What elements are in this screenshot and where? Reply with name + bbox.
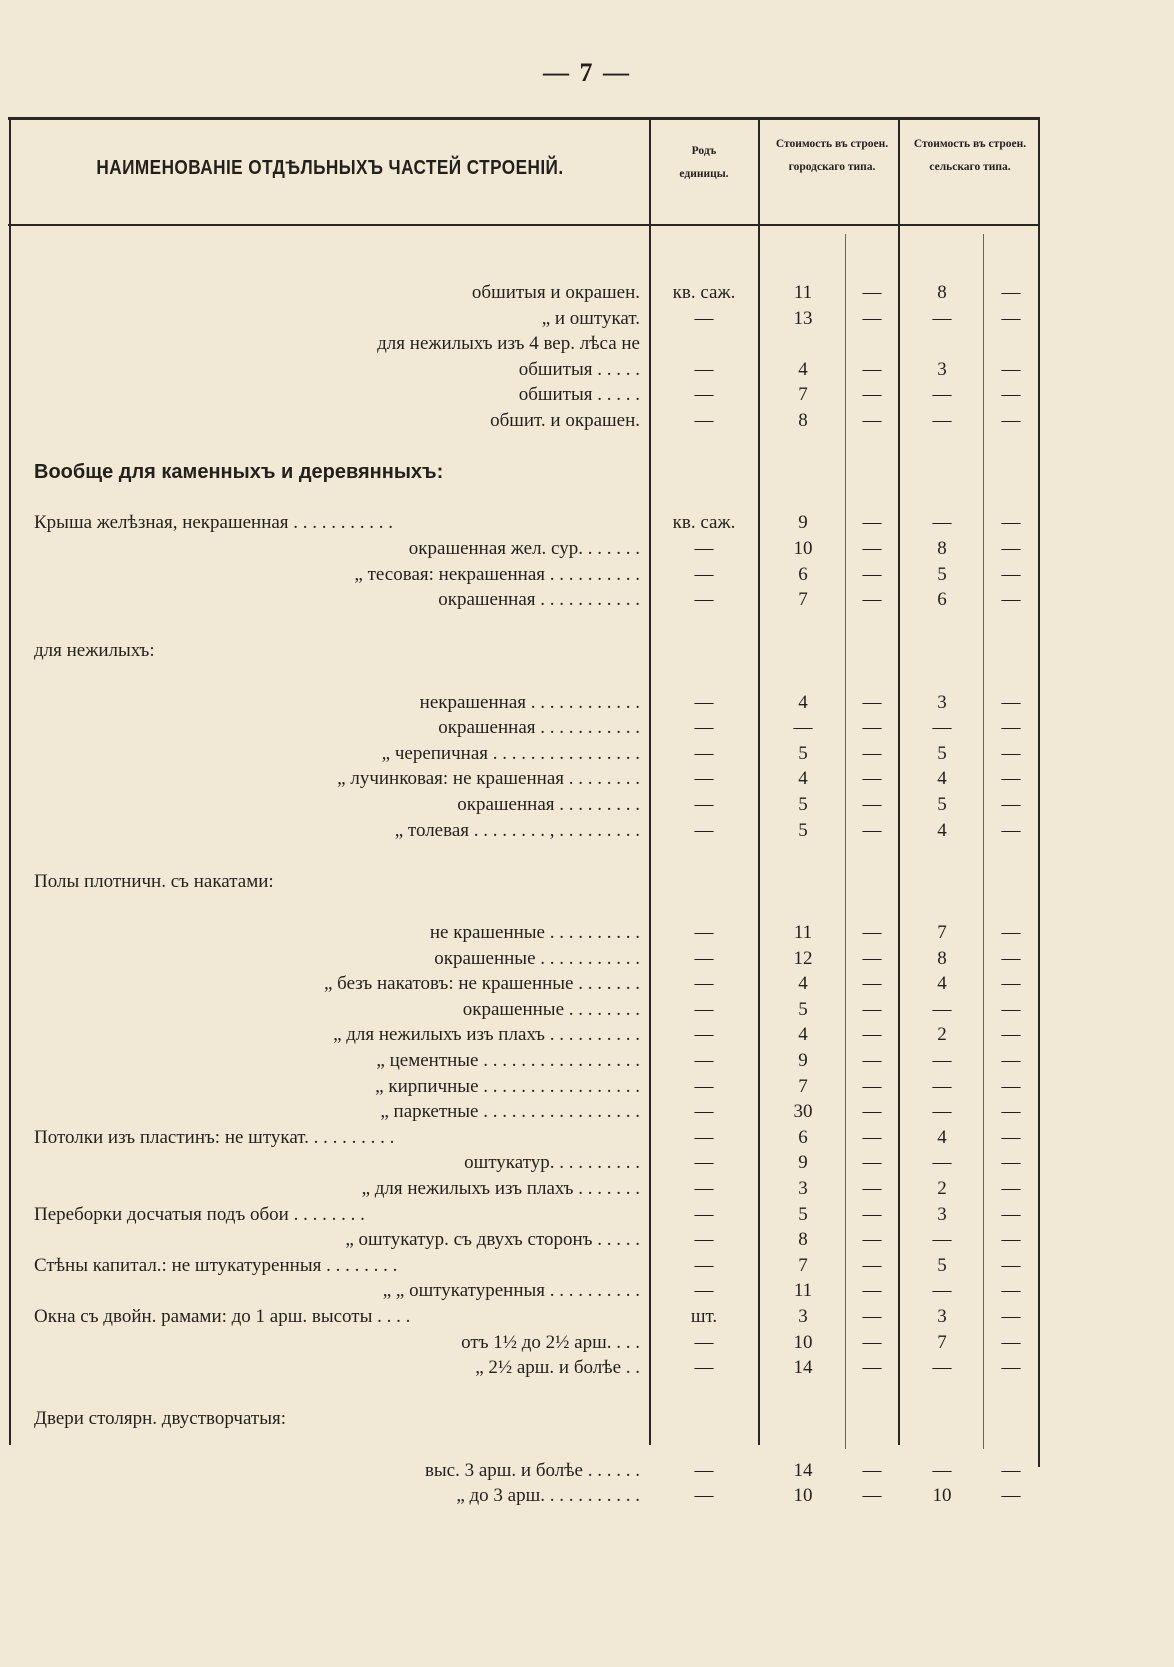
row-rural-value: 3 (937, 1306, 947, 1327)
row-description: Переборки досчатыя подъ обои . . . . . . . . (34, 1203, 365, 1225)
row-description: „ для нежилыхъ изъ плахъ . . . . . . . (361, 1178, 640, 1199)
table-row (0, 510, 1174, 536)
row-description: Стѣны капитал.: не штукатуренныя . . . . . . . . (34, 1254, 398, 1276)
row-unit: — (694, 1280, 714, 1302)
table-row (0, 1483, 1174, 1509)
row-city-value: 12 (793, 947, 813, 969)
row-description: для нежилыхъ: (34, 640, 155, 662)
row-rural-value: 4 (937, 768, 947, 790)
table-row (0, 1432, 1174, 1458)
row-city-value: 13 (793, 307, 813, 329)
row-city-sub: — (862, 358, 882, 380)
row-unit: — (694, 973, 714, 995)
row-rural-value: 3 (937, 1203, 947, 1225)
row-rural-value: 5 (937, 1254, 947, 1276)
row-rural-sub: — (1001, 973, 1021, 995)
row-city-sub: — (862, 1203, 882, 1225)
table-top-rule (8, 117, 1040, 120)
table-row (0, 690, 1174, 716)
row-city-sub: — (862, 1075, 882, 1097)
row-city-sub: — (862, 282, 882, 303)
row-city-value: 7 (798, 1075, 808, 1097)
row-rural-sub: — (1001, 1050, 1021, 1071)
row-city-sub: — (862, 1459, 882, 1481)
row-unit: — (694, 819, 714, 841)
row-rural-value: 8 (937, 538, 947, 559)
row-rural-value: 5 (937, 742, 947, 764)
row-rural-sub: — (1001, 1485, 1021, 1507)
row-description: окрашенная . . . . . . . . . . . (438, 589, 640, 611)
row-unit: — (694, 1126, 714, 1148)
row-rural-value: — (932, 410, 952, 431)
table-row (0, 1074, 1174, 1100)
header-bottom-rule (8, 224, 1040, 226)
row-description: окрашенная . . . . . . . . . (457, 794, 640, 815)
row-rural-sub: — (1001, 1459, 1021, 1481)
row-rural-value: 2 (937, 1024, 947, 1046)
row-rural-sub: — (1001, 1229, 1021, 1251)
row-city-sub: — (862, 794, 882, 815)
row-city-value: 14 (793, 1459, 813, 1481)
table-row (0, 1022, 1174, 1048)
row-unit: кв. саж. (672, 512, 736, 534)
row-city-value: 30 (793, 1101, 813, 1123)
table-row (0, 997, 1174, 1023)
row-unit: — (694, 410, 714, 431)
row-rural-value: 4 (937, 1126, 947, 1148)
table-row (0, 1125, 1174, 1151)
table-row (0, 1253, 1174, 1279)
row-city-sub: — (862, 1357, 882, 1379)
row-unit: — (694, 742, 714, 764)
header-rural-cost: Стоимость въ строен. сельскаго типа. (913, 138, 1027, 173)
row-unit: — (694, 1459, 714, 1481)
row-description: „ и оштукат. (541, 307, 640, 329)
table-row (0, 664, 1174, 690)
header-name: НАИМЕНОВАНІЕ ОТДѢЛЬНЫХЪ ЧАСТЕЙ СТРОЕНІЙ. (96, 156, 564, 179)
row-description: „ для нежилыхъ изъ плахъ . . . . . . . . . . (333, 1024, 640, 1046)
row-description: Крыша желѣзная, некрашенная . . . . . . . . . . . (34, 512, 394, 534)
row-city-value: 8 (798, 410, 808, 431)
header-unit: Родъ единицы. (679, 145, 729, 180)
row-city-sub: — (862, 538, 882, 559)
row-rural-sub: — (1001, 1331, 1021, 1353)
row-city-sub: — (862, 1306, 882, 1327)
row-city-value: 6 (798, 563, 808, 585)
table-row (0, 1355, 1174, 1381)
row-unit: — (694, 589, 714, 611)
row-city-value: 10 (793, 1485, 813, 1507)
row-rural-sub: — (1001, 717, 1021, 739)
row-city-sub: — (862, 1331, 882, 1353)
row-rural-value: 4 (937, 973, 947, 995)
row-rural-value: — (932, 512, 952, 534)
row-city-value: 4 (798, 973, 808, 995)
row-rural-sub: — (1001, 589, 1021, 611)
row-city-value: 4 (798, 1024, 808, 1046)
row-unit: — (694, 768, 714, 790)
row-unit: — (694, 922, 714, 943)
table-row (0, 357, 1174, 383)
row-rural-value: — (932, 1357, 952, 1379)
row-city-value: 14 (793, 1357, 813, 1379)
row-city-sub: — (862, 947, 882, 969)
row-rural-value: 3 (937, 358, 947, 380)
row-city-sub: — (862, 1050, 882, 1071)
row-rural-sub: — (1001, 1280, 1021, 1302)
row-unit: — (694, 358, 714, 380)
row-city-value: 3 (798, 1306, 808, 1327)
row-description: оштукатур. . . . . . . . . . (464, 1152, 640, 1174)
table-row (0, 638, 1174, 664)
row-city-sub: — (862, 742, 882, 764)
row-city-sub: — (862, 1254, 882, 1276)
row-rural-sub: — (1001, 819, 1021, 841)
table-row (0, 613, 1174, 639)
row-city-sub: — (862, 1485, 882, 1507)
row-city-sub: — (862, 1229, 882, 1251)
table-row (0, 843, 1174, 869)
table-row (0, 382, 1174, 408)
table-row (0, 1202, 1174, 1228)
row-city-sub: — (862, 1152, 882, 1174)
row-city-sub: — (862, 384, 882, 406)
row-city-value: 9 (798, 1050, 808, 1071)
table-row (0, 1099, 1174, 1125)
row-city-sub: — (862, 717, 882, 739)
row-rural-value: 5 (937, 563, 947, 585)
row-rural-sub: — (1001, 563, 1021, 585)
row-rural-sub: — (1001, 691, 1021, 713)
table-row (0, 894, 1174, 920)
table-row (0, 946, 1174, 972)
row-city-sub: — (862, 1024, 882, 1046)
row-rural-value: — (932, 384, 952, 406)
row-rural-sub: — (1001, 358, 1021, 380)
row-city-value: 7 (798, 1254, 808, 1276)
row-city-sub: — (862, 410, 882, 431)
table-row (0, 536, 1174, 562)
row-city-sub: — (862, 691, 882, 713)
row-rural-value: — (932, 998, 952, 1020)
row-unit: шт. (690, 1306, 718, 1327)
table-row (0, 1304, 1174, 1330)
row-rural-sub: — (1001, 1254, 1021, 1276)
row-city-sub: — (862, 819, 882, 841)
row-city-value: — (793, 717, 813, 739)
row-description: „ „ оштукатуренныя . . . . . . . . . . (382, 1280, 640, 1302)
row-unit: — (694, 1075, 714, 1097)
row-unit: — (694, 538, 714, 559)
row-city-sub: — (862, 1178, 882, 1199)
row-city-sub: — (862, 512, 882, 534)
row-city-sub: — (862, 922, 882, 943)
row-description: окрашенные . . . . . . . . (462, 998, 640, 1020)
row-rural-value: — (932, 1050, 952, 1071)
row-unit: — (694, 947, 714, 969)
table-row (0, 459, 1174, 485)
row-rural-sub: — (1001, 1203, 1021, 1225)
table-row (0, 1406, 1174, 1432)
table-row (0, 331, 1174, 357)
row-unit: — (694, 384, 714, 406)
row-rural-value: 7 (937, 1331, 947, 1353)
row-unit: — (694, 1152, 714, 1174)
row-city-value: 7 (798, 384, 808, 406)
row-rural-sub: — (1001, 947, 1021, 969)
table-row (0, 1381, 1174, 1407)
row-description: выс. 3 арш. и болѣе . . . . . . (424, 1459, 640, 1481)
row-city-value: 4 (798, 358, 808, 380)
page-number: — 7 — (543, 58, 631, 87)
row-city-sub: — (862, 589, 882, 611)
row-city-value: 5 (798, 794, 808, 815)
row-unit: — (694, 1331, 714, 1353)
row-city-value: 10 (793, 538, 813, 559)
row-rural-value: — (932, 1152, 952, 1174)
row-city-value: 4 (798, 768, 808, 790)
row-description: Двери столярн. двустворчатыя: (34, 1408, 286, 1430)
row-unit: — (694, 1229, 714, 1251)
table-row (0, 485, 1174, 511)
row-description: некрашенная . . . . . . . . . . . . (419, 691, 640, 713)
table-row (0, 587, 1174, 613)
row-description: отъ 1½ до 2½ арш. . . . (461, 1331, 640, 1353)
row-city-value: 8 (798, 1229, 808, 1251)
row-unit: — (694, 794, 714, 815)
row-city-value: 5 (798, 1203, 808, 1225)
row-unit: — (694, 1254, 714, 1276)
row-rural-value: 2 (937, 1178, 947, 1199)
row-description: окрашенная жел. сур. . . . . . . (408, 538, 640, 559)
row-description: обшитыя . . . . . (518, 358, 640, 380)
row-unit: — (694, 717, 714, 739)
row-description: „ тесовая: некрашенная . . . . . . . . . . (354, 563, 640, 585)
row-description: Вообще для каменныхъ и деревянныхъ: (34, 461, 444, 484)
row-city-sub: — (862, 973, 882, 995)
row-description: Потолки изъ пластинъ: не штукат. . . . . . . . . . (34, 1126, 395, 1148)
row-rural-value: 8 (937, 282, 947, 303)
row-rural-value: 10 (932, 1485, 952, 1507)
row-city-sub: — (862, 1280, 882, 1302)
row-rural-sub: — (1001, 512, 1021, 534)
row-city-value: 9 (798, 1152, 808, 1174)
row-city-value: 5 (798, 819, 808, 841)
row-description: обшит. и окрашен. (490, 410, 640, 431)
table-row (0, 920, 1174, 946)
row-description: „ оштукатур. съ двухъ сторонъ . . . . . (345, 1229, 640, 1251)
row-rural-sub: — (1001, 1024, 1021, 1046)
table-row (0, 408, 1174, 434)
row-description: „ кирпичные . . . . . . . . . . . . . . . . . (375, 1075, 640, 1097)
table-row (0, 1150, 1174, 1176)
row-rural-sub: — (1001, 1126, 1021, 1148)
row-description: Полы плотничн. съ накатами: (34, 870, 274, 892)
table-row (0, 306, 1174, 332)
row-rural-sub: — (1001, 794, 1021, 815)
row-description: „ 2½ арш. и болѣе . . (475, 1357, 640, 1379)
row-unit: — (694, 1101, 714, 1123)
row-rural-sub: — (1001, 1075, 1021, 1097)
row-rural-value: — (932, 1229, 952, 1251)
row-description: окрашенная . . . . . . . . . . . (438, 717, 640, 739)
row-description: обшитыя и окрашен. (471, 282, 640, 303)
row-rural-value: 3 (937, 691, 947, 713)
row-city-value: 10 (793, 1331, 813, 1353)
row-description: „ лучинковая: не крашенная . . . . . . . . (337, 768, 640, 790)
row-description: „ до 3 арш. . . . . . . . . . . (456, 1485, 640, 1507)
row-rural-value: — (932, 307, 952, 329)
table-row (0, 1227, 1174, 1253)
row-rural-value: 7 (937, 922, 947, 943)
row-unit: — (694, 1203, 714, 1225)
row-description: „ черепичная . . . . . . . . . . . . . . . . (381, 742, 640, 764)
row-description: „ паркетные . . . . . . . . . . . . . . . . . (380, 1101, 640, 1123)
row-description: окрашенные . . . . . . . . . . . (434, 947, 640, 969)
table-row (0, 869, 1174, 895)
row-unit: — (694, 1357, 714, 1379)
row-rural-sub: — (1001, 384, 1021, 406)
row-rural-sub: — (1001, 742, 1021, 764)
row-rural-value: 4 (937, 819, 947, 841)
row-description: для нежилыхъ изъ 4 вер. лѣса не (377, 333, 640, 355)
row-city-value: 5 (798, 998, 808, 1020)
table-row (0, 1176, 1174, 1202)
row-unit: — (694, 1050, 714, 1071)
row-unit: — (694, 1024, 714, 1046)
row-description: „ толевая . . . . . . . . , . . . . . . . . . (394, 819, 640, 841)
row-city-value: 5 (798, 742, 808, 764)
row-city-value: 7 (798, 589, 808, 611)
table-row (0, 434, 1174, 460)
table-row (0, 792, 1174, 818)
row-rural-sub: — (1001, 768, 1021, 790)
row-rural-sub: — (1001, 282, 1021, 303)
row-city-sub: — (862, 998, 882, 1020)
row-rural-value: — (932, 1280, 952, 1302)
table-row (0, 818, 1174, 844)
row-unit: кв. саж. (672, 282, 736, 303)
row-description: обшитыя . . . . . (518, 384, 640, 406)
row-city-value: 3 (798, 1178, 808, 1199)
row-rural-sub: — (1001, 538, 1021, 559)
row-unit: — (694, 998, 714, 1020)
row-rural-sub: — (1001, 922, 1021, 943)
table-row (0, 741, 1174, 767)
table-row (0, 562, 1174, 588)
row-city-sub: — (862, 563, 882, 585)
row-city-sub: — (862, 768, 882, 790)
row-unit: — (694, 691, 714, 713)
header-city-cost: Стоимость въ строен. городскаго типа. (775, 138, 889, 173)
row-rural-sub: — (1001, 998, 1021, 1020)
row-rural-value: 6 (937, 589, 947, 611)
row-unit: — (694, 1178, 714, 1199)
row-unit: — (694, 1485, 714, 1507)
row-description: не крашенные . . . . . . . . . . (429, 922, 640, 943)
row-city-value: 11 (793, 1280, 813, 1302)
row-unit: — (694, 563, 714, 585)
table-row (0, 1048, 1174, 1074)
row-description: „ безъ накатовъ: не крашенные . . . . . . . (323, 973, 640, 995)
row-rural-sub: — (1001, 1152, 1021, 1174)
table-row (0, 715, 1174, 741)
row-city-sub: — (862, 1101, 882, 1123)
table-row (0, 971, 1174, 997)
row-rural-sub: — (1001, 1178, 1021, 1199)
row-rural-sub: — (1001, 410, 1021, 431)
table-row (0, 280, 1174, 306)
row-rural-sub: — (1001, 1306, 1021, 1327)
row-rural-value: — (932, 1459, 952, 1481)
row-city-value: 11 (793, 282, 813, 303)
row-rural-value: 8 (937, 947, 947, 969)
row-rural-sub: — (1001, 1101, 1021, 1123)
row-unit: — (694, 307, 714, 329)
row-city-value: 9 (798, 512, 808, 534)
table-row (0, 1458, 1174, 1484)
table-row (0, 1278, 1174, 1304)
row-rural-sub: — (1001, 307, 1021, 329)
row-city-sub: — (862, 1126, 882, 1148)
row-rural-sub: — (1001, 1357, 1021, 1379)
row-rural-value: — (932, 1075, 952, 1097)
row-description: Окна съ двойн. рамами: до 1 арш. высоты . . . . (34, 1306, 411, 1327)
row-city-value: 11 (793, 922, 813, 943)
row-rural-value: 5 (937, 794, 947, 815)
row-description: „ цементные . . . . . . . . . . . . . . . . . (376, 1050, 640, 1071)
table-row (0, 766, 1174, 792)
table-row (0, 1330, 1174, 1356)
row-city-value: 6 (798, 1126, 808, 1148)
row-rural-value: — (932, 1101, 952, 1123)
row-city-sub: — (862, 307, 882, 329)
row-city-value: 4 (798, 691, 808, 713)
row-rural-value: — (932, 717, 952, 739)
